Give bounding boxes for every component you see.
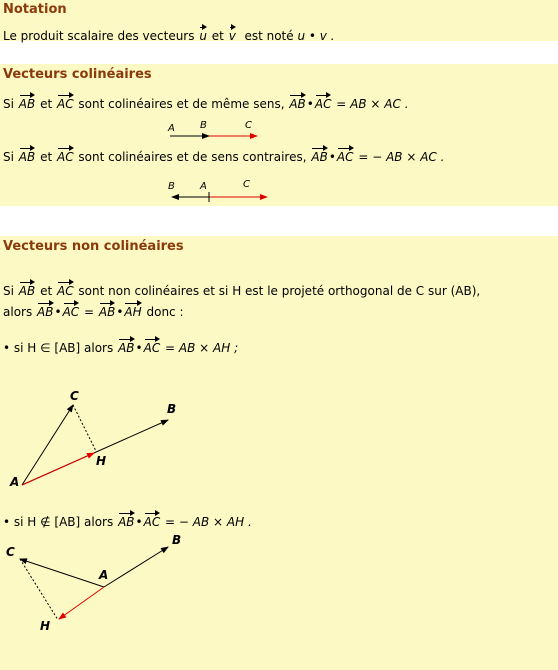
point-a-label: A	[99, 568, 109, 582]
case-h-in-segment: • si H ∈ [AB] alors AB•AC = AB × AH ;	[3, 337, 238, 355]
vector-ah-arrow	[59, 587, 104, 619]
vector-ac-arrow	[20, 559, 104, 587]
non-colinear-heading: Vecteurs non colinéaires	[3, 239, 184, 254]
colinear-same-sense-diagram	[167, 120, 257, 136]
dot-expression: u • v .	[297, 29, 335, 43]
vector-u: u	[199, 25, 207, 43]
point-c-label: C	[6, 545, 15, 559]
point-a-label: A	[10, 475, 20, 489]
projection-inside-figure	[9, 389, 176, 489]
projection-outside-figure	[6, 533, 181, 633]
vector-ah-arrow	[22, 453, 94, 485]
bullet: •	[3, 515, 11, 529]
case-h-outside-segment: • si H ∉ [AB] alors AB•AC = − AB × AH .	[3, 511, 252, 529]
bullet: •	[3, 341, 11, 355]
notation-heading: Notation	[3, 2, 67, 17]
point-b-label: B	[167, 402, 177, 416]
colinear-line-same-sense: Si AB et AC sont colinéaires et de même sens, AB•AC = AB × AC .	[3, 93, 409, 111]
point-h-label: H	[40, 619, 51, 633]
notation-text: Le produit scalaire des vecteurs u et v est noté u • v .	[3, 25, 335, 43]
point-a-label: A	[200, 181, 207, 192]
projection-line	[20, 559, 58, 620]
point-c-label: C	[243, 179, 250, 190]
point-b-label: B	[172, 533, 182, 547]
point-a-label: A	[168, 123, 175, 134]
vector-ab-arrow	[104, 547, 168, 587]
non-colinear-intro-line2: alors AB•AC = AB•AH donc :	[3, 301, 184, 319]
non-colinear-intro-line1: Si AB et AC sont non colinéaires et si H est le projeté orthogonal de C sur (AB),	[3, 280, 480, 298]
vector-ac-arrow	[22, 405, 73, 485]
point-h-label: H	[96, 454, 107, 468]
vector-v: v	[229, 25, 236, 43]
point-b-label: B	[200, 120, 207, 131]
point-c-label: C	[70, 389, 79, 403]
point-c-label: C	[245, 120, 252, 131]
colinear-opposite-sense-diagram	[168, 179, 267, 202]
colinear-line-opposite-sense: Si AB et AC sont colinéaires et de sens contraires, AB•AC = − AB × AC .	[3, 146, 444, 164]
colinear-heading: Vecteurs colinéaires	[3, 67, 152, 82]
projection-line	[73, 405, 96, 451]
point-b-label: B	[168, 181, 175, 192]
